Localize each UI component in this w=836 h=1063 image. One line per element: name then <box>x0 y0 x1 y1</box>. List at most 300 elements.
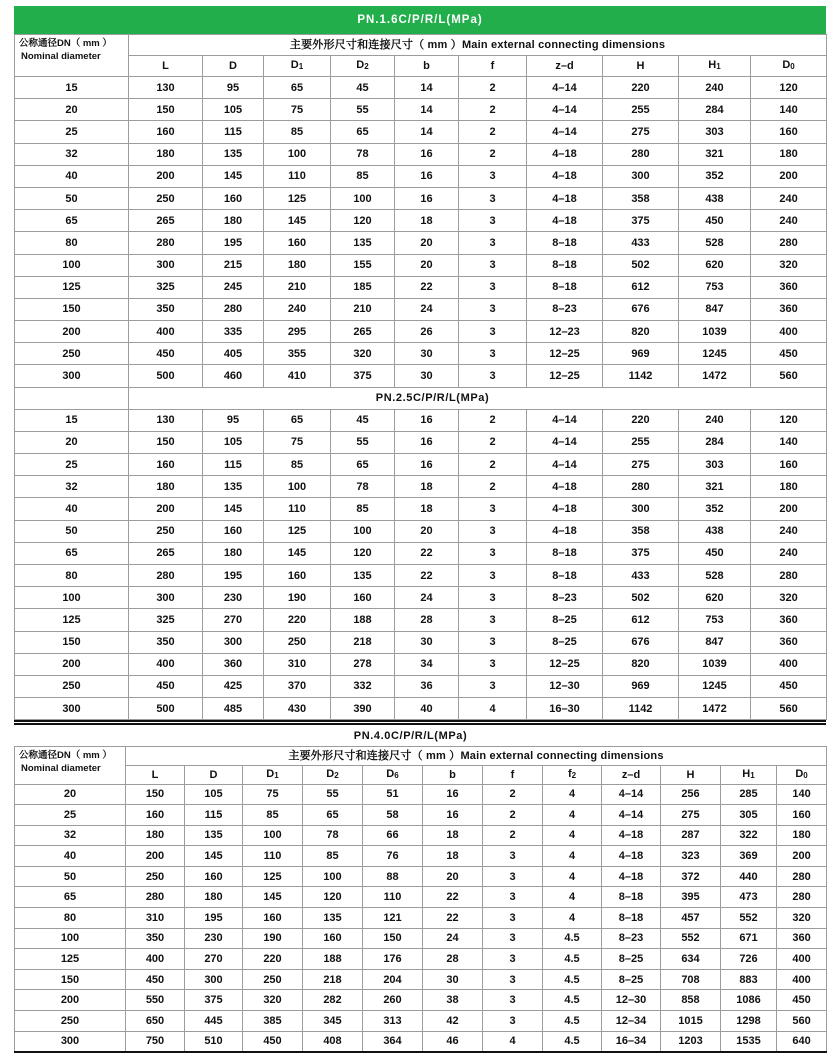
table-cell: 160 <box>751 454 827 476</box>
table-cell: 120 <box>303 887 363 908</box>
table-cell: 2 <box>483 784 543 805</box>
column-header-h <box>603 56 679 77</box>
table-cell: 450 <box>679 210 751 232</box>
nominal-diameter-cell: 80 <box>15 564 129 586</box>
table-cell: 240 <box>751 542 827 564</box>
column-header-l <box>129 56 203 77</box>
table-cell: 275 <box>603 121 679 143</box>
nominal-diameter-cell: 250 <box>15 675 129 697</box>
table-cell: 38 <box>423 990 483 1011</box>
table-cell: 528 <box>679 232 751 254</box>
table-row <box>15 276 827 298</box>
column-header-subscript: 1 <box>298 62 304 71</box>
table-cell: 1086 <box>721 990 777 1011</box>
table-cell: 218 <box>331 631 395 653</box>
table-cell: 110 <box>264 498 331 520</box>
table-cell: 8–25 <box>602 969 661 990</box>
table-cell: 8–18 <box>527 564 603 586</box>
table-cell: 28 <box>423 949 483 970</box>
table-row <box>15 99 827 121</box>
table-row <box>15 498 827 520</box>
table-cell: 375 <box>185 990 243 1011</box>
nominal-diameter-cell: 65 <box>15 542 129 564</box>
table-cell: 65 <box>303 805 363 826</box>
section-divider <box>14 720 826 725</box>
pn40-rows <box>15 784 827 1052</box>
table-row <box>15 928 827 949</box>
table-cell: 30 <box>395 365 459 387</box>
table-cell: 360 <box>751 276 827 298</box>
table-cell: 85 <box>303 846 363 867</box>
column-header-label: b <box>449 768 456 781</box>
table-cell: 34 <box>395 653 459 675</box>
table-cell: 180 <box>203 210 264 232</box>
table-row <box>15 165 827 187</box>
table-cell: 450 <box>129 675 203 697</box>
table-cell: 12–25 <box>527 343 603 365</box>
table-row <box>15 825 827 846</box>
table-row <box>15 254 827 276</box>
table-cell: 240 <box>679 409 751 431</box>
table-row <box>15 675 827 697</box>
table-cell: 634 <box>661 949 721 970</box>
table-cell: 18 <box>395 210 459 232</box>
table-cell: 280 <box>126 887 185 908</box>
column-header-subscript: 6 <box>394 770 399 780</box>
table-cell: 3 <box>459 321 527 343</box>
nominal-diameter-cell: 100 <box>15 587 129 609</box>
table-cell: 105 <box>203 431 264 453</box>
table-cell: 120 <box>751 77 827 99</box>
table-cell: 320 <box>751 587 827 609</box>
table-cell: 140 <box>777 784 827 805</box>
table-cell: 265 <box>129 210 203 232</box>
table-cell: 450 <box>751 675 827 697</box>
table-cell: 180 <box>185 887 243 908</box>
table-cell: 4–18 <box>602 846 661 867</box>
table-cell: 18 <box>395 476 459 498</box>
table-cell: 88 <box>363 866 423 887</box>
table-cell: 200 <box>777 846 827 867</box>
nominal-diameter-cell: 300 <box>15 1031 126 1052</box>
table-cell: 3 <box>459 232 527 254</box>
table-cell: 55 <box>331 99 395 121</box>
table-cell: 20 <box>395 254 459 276</box>
table-cell: 560 <box>751 365 827 387</box>
table-cell: 1245 <box>679 343 751 365</box>
table-cell: 210 <box>331 298 395 320</box>
pn16-title-bar: PN.1.6C/P/R/L(MPa) <box>14 6 826 34</box>
table-cell: 16–34 <box>602 1031 661 1052</box>
table-cell: 180 <box>129 476 203 498</box>
table-cell: 4.5 <box>543 949 602 970</box>
table-cell: 18 <box>423 825 483 846</box>
table-cell: 280 <box>603 143 679 165</box>
table-cell: 408 <box>303 1031 363 1052</box>
table-cell: 753 <box>679 609 751 631</box>
table-cell: 180 <box>777 825 827 846</box>
table-cell: 12–23 <box>527 321 603 343</box>
table-cell: 55 <box>331 431 395 453</box>
column-header-label: D <box>229 60 237 72</box>
table-cell: 612 <box>603 276 679 298</box>
table-cell: 320 <box>777 908 827 929</box>
nominal-diameter-cell: 32 <box>15 143 129 165</box>
table-cell: 110 <box>264 165 331 187</box>
table-cell: 400 <box>126 949 185 970</box>
table-cell: 3 <box>483 908 543 929</box>
table-cell: 22 <box>395 276 459 298</box>
nominal-diameter-cell: 25 <box>15 454 129 476</box>
table-cell: 240 <box>751 210 827 232</box>
table-cell: 95 <box>203 77 264 99</box>
table-cell: 400 <box>751 653 827 675</box>
nominal-diameter-cell: 250 <box>15 343 129 365</box>
nominal-diameter-cell: 150 <box>15 298 129 320</box>
column-header-h1 <box>721 765 777 784</box>
table-cell: 450 <box>129 343 203 365</box>
table-row <box>15 609 827 631</box>
table-cell: 4–14 <box>602 784 661 805</box>
table-cell: 95 <box>203 409 264 431</box>
table-cell: 4.5 <box>543 1031 602 1052</box>
main-dimensions-header: 主要外形尺寸和连接尺寸（ mm ）Main external connecting dimensions <box>129 35 827 56</box>
table-cell: 372 <box>661 866 721 887</box>
nominal-diameter-cell: 100 <box>15 254 129 276</box>
table-cell: 200 <box>126 846 185 867</box>
table-cell: 310 <box>264 653 331 675</box>
table-cell: 753 <box>679 276 751 298</box>
nominal-diameter-cell: 40 <box>15 498 129 520</box>
nominal-diameter-cell: 50 <box>15 520 129 542</box>
table-cell: 355 <box>264 343 331 365</box>
table-cell: 135 <box>331 232 395 254</box>
table-cell: 385 <box>243 1011 303 1032</box>
column-header-label: D <box>795 767 804 780</box>
table-cell: 16 <box>395 431 459 453</box>
nominal-diameter-cell: 200 <box>15 321 129 343</box>
table-cell: 100 <box>331 520 395 542</box>
table-cell: 8–25 <box>527 609 603 631</box>
nominal-diameter-cell: 200 <box>15 990 126 1011</box>
table-cell: 969 <box>603 343 679 365</box>
table-cell: 3 <box>459 520 527 542</box>
table-cell: 45 <box>331 409 395 431</box>
table-cell: 1203 <box>661 1031 721 1052</box>
table-cell: 352 <box>679 498 751 520</box>
table-cell: 16–30 <box>527 698 603 720</box>
table-cell: 360 <box>777 928 827 949</box>
table-cell: 110 <box>243 846 303 867</box>
table-cell: 150 <box>363 928 423 949</box>
table-cell: 2 <box>459 121 527 143</box>
table-cell: 75 <box>264 99 331 121</box>
table-cell: 280 <box>129 564 203 586</box>
table-cell: 2 <box>483 805 543 826</box>
table-cell: 78 <box>303 825 363 846</box>
table-cell: 358 <box>603 520 679 542</box>
table-cell: 24 <box>395 587 459 609</box>
table-cell: 160 <box>185 866 243 887</box>
table-cell: 345 <box>303 1011 363 1032</box>
table-cell: 284 <box>679 99 751 121</box>
table-cell: 65 <box>331 121 395 143</box>
table-cell: 8–18 <box>527 542 603 564</box>
table-row <box>15 210 827 232</box>
table-cell: 120 <box>751 409 827 431</box>
table-cell: 55 <box>303 784 363 805</box>
table-cell: 510 <box>185 1031 243 1052</box>
table-cell: 858 <box>661 990 721 1011</box>
nominal-diameter-cell: 15 <box>15 77 129 99</box>
table-cell: 125 <box>264 187 331 209</box>
nominal-diameter-header <box>15 35 129 77</box>
column-header-label: L <box>162 60 169 72</box>
table-cell: 360 <box>203 653 264 675</box>
table-cell: 450 <box>777 990 827 1011</box>
table-cell: 285 <box>721 784 777 805</box>
table-cell: 3 <box>459 564 527 586</box>
table-row <box>15 846 827 867</box>
pn40-dimension-table <box>14 726 827 1053</box>
table-cell: 255 <box>603 99 679 121</box>
table-cell: 4–14 <box>527 431 603 453</box>
table-cell: 125 <box>264 520 331 542</box>
table-header-row <box>15 35 827 56</box>
table-cell: 445 <box>185 1011 243 1032</box>
table-cell: 2 <box>459 431 527 453</box>
table-cell: 400 <box>751 321 827 343</box>
nominal-diameter-cell: 250 <box>15 1011 126 1032</box>
table-cell: 303 <box>679 121 751 143</box>
table-cell: 1245 <box>679 675 751 697</box>
table-cell: 160 <box>243 908 303 929</box>
table-cell: 65 <box>264 77 331 99</box>
column-header-f <box>483 765 543 784</box>
table-cell: 200 <box>129 165 203 187</box>
pn25-title-row <box>15 387 827 409</box>
table-cell: 323 <box>661 846 721 867</box>
table-cell: 65 <box>264 409 331 431</box>
table-row <box>15 321 827 343</box>
table-cell: 8–18 <box>602 908 661 929</box>
table-cell: 85 <box>331 165 395 187</box>
column-header-f2 <box>543 765 602 784</box>
table-row <box>15 343 827 365</box>
table-cell: 280 <box>751 564 827 586</box>
table-cell: 671 <box>721 928 777 949</box>
table-row <box>15 969 827 990</box>
table-cell: 325 <box>129 276 203 298</box>
table-cell: 3 <box>459 609 527 631</box>
table-cell: 105 <box>185 784 243 805</box>
nominal-diameter-cell: 125 <box>15 949 126 970</box>
table-cell: 3 <box>483 990 543 1011</box>
table-row <box>15 409 827 431</box>
table-cell: 3 <box>483 1011 543 1032</box>
table-cell: 430 <box>264 698 331 720</box>
column-header-label: H <box>708 59 717 71</box>
table-cell: 121 <box>363 908 423 929</box>
column-header-d <box>185 765 243 784</box>
table-cell: 433 <box>603 232 679 254</box>
table-row <box>15 431 827 453</box>
table-cell: 240 <box>751 187 827 209</box>
nominal-diameter-cell: 300 <box>15 365 129 387</box>
table-row <box>15 887 827 908</box>
table-cell: 303 <box>679 454 751 476</box>
table-cell: 150 <box>129 431 203 453</box>
table-cell: 240 <box>679 77 751 99</box>
table-cell: 3 <box>459 165 527 187</box>
table-cell: 100 <box>303 866 363 887</box>
table-row <box>15 1031 827 1052</box>
table-cell: 3 <box>459 187 527 209</box>
table-cell: 4 <box>459 698 527 720</box>
table-cell: 145 <box>203 165 264 187</box>
column-header-d1 <box>264 56 331 77</box>
table-cell: 130 <box>129 77 203 99</box>
nominal-diameter-label-cn: 公称通径DN（ mm ） <box>19 749 112 761</box>
table-cell: 400 <box>129 653 203 675</box>
table-cell: 847 <box>679 298 751 320</box>
table-row <box>15 698 827 720</box>
table-cell: 160 <box>203 187 264 209</box>
table-cell: 4 <box>483 1031 543 1052</box>
nominal-diameter-cell: 65 <box>15 887 126 908</box>
table-cell: 145 <box>203 498 264 520</box>
table-cell: 210 <box>264 276 331 298</box>
table-cell: 8–23 <box>602 928 661 949</box>
table-cell: 78 <box>331 476 395 498</box>
table-cell: 325 <box>129 609 203 631</box>
table-cell: 240 <box>264 298 331 320</box>
column-header-subscript: 0 <box>803 770 808 780</box>
table-cell: 3 <box>459 542 527 564</box>
table-cell: 160 <box>303 928 363 949</box>
table-cell: 847 <box>679 631 751 653</box>
table-cell: 16 <box>395 165 459 187</box>
table-cell: 352 <box>679 165 751 187</box>
table-cell: 295 <box>264 321 331 343</box>
table-cell: 320 <box>243 990 303 1011</box>
table-row <box>15 187 827 209</box>
table-row <box>15 121 827 143</box>
table-cell: 450 <box>243 1031 303 1052</box>
table-cell: 2 <box>459 143 527 165</box>
table-cell: 16 <box>395 187 459 209</box>
column-header-row <box>15 56 827 77</box>
column-header-subscript: 2 <box>364 62 369 71</box>
table-cell: 3 <box>483 949 543 970</box>
table-cell: 256 <box>661 784 721 805</box>
nominal-diameter-cell: 32 <box>15 825 126 846</box>
nominal-diameter-cell: 40 <box>15 165 129 187</box>
table-cell: 250 <box>264 631 331 653</box>
table-cell: 215 <box>203 254 264 276</box>
table-cell: 22 <box>423 887 483 908</box>
table-cell: 110 <box>363 887 423 908</box>
table-cell: 188 <box>331 609 395 631</box>
table-cell: 450 <box>126 969 185 990</box>
table-cell: 280 <box>777 866 827 887</box>
column-header-label: D <box>290 59 299 71</box>
table-cell: 115 <box>203 121 264 143</box>
table-cell: 620 <box>679 587 751 609</box>
table-cell: 265 <box>331 321 395 343</box>
column-header-d0 <box>777 765 827 784</box>
table-cell: 18 <box>423 846 483 867</box>
table-cell: 390 <box>331 698 395 720</box>
column-header-subscript: 2 <box>334 770 339 780</box>
table-cell: 280 <box>603 476 679 498</box>
table-cell: 220 <box>603 409 679 431</box>
blank-cell <box>15 387 129 409</box>
table-cell: 188 <box>303 949 363 970</box>
table-row <box>15 143 827 165</box>
table-cell: 240 <box>751 520 827 542</box>
column-header-z-d <box>602 765 661 784</box>
table-cell: 4–14 <box>527 121 603 143</box>
table-cell: 280 <box>777 887 827 908</box>
table-cell: 4.5 <box>543 990 602 1011</box>
table-cell: 12–30 <box>602 990 661 1011</box>
main-dimensions-header: 主要外形尺寸和连接尺寸（ mm ）Main external connecting dimensions <box>126 746 827 765</box>
table-cell: 218 <box>303 969 363 990</box>
column-header-label: D <box>386 767 395 780</box>
pn40-title-row <box>15 726 827 746</box>
table-cell: 1015 <box>661 1011 721 1032</box>
table-cell: 130 <box>129 409 203 431</box>
table-cell: 30 <box>395 343 459 365</box>
table-cell: 220 <box>603 77 679 99</box>
table-cell: 300 <box>203 631 264 653</box>
table-cell: 140 <box>751 431 827 453</box>
table-cell: 310 <box>126 908 185 929</box>
table-cell: 4 <box>543 784 602 805</box>
table-cell: 4–14 <box>527 77 603 99</box>
table-cell: 1535 <box>721 1031 777 1052</box>
table-cell: 4–18 <box>527 187 603 209</box>
column-header-h1 <box>679 56 751 77</box>
table-cell: 12–34 <box>602 1011 661 1032</box>
column-header-d0 <box>751 56 827 77</box>
table-cell: 433 <box>603 564 679 586</box>
table-cell: 195 <box>185 908 243 929</box>
table-cell: 358 <box>603 187 679 209</box>
nominal-diameter-header <box>15 746 126 784</box>
pn16-rows <box>15 77 827 388</box>
table-cell: 3 <box>459 631 527 653</box>
table-cell: 135 <box>203 476 264 498</box>
table-cell: 160 <box>203 520 264 542</box>
table-cell: 220 <box>243 949 303 970</box>
table-cell: 1472 <box>679 365 751 387</box>
table-row <box>15 949 827 970</box>
nominal-diameter-cell: 65 <box>15 210 129 232</box>
table-cell: 100 <box>264 143 331 165</box>
column-header-d2 <box>331 56 395 77</box>
table-cell: 1142 <box>603 698 679 720</box>
table-cell: 265 <box>129 542 203 564</box>
table-row <box>15 805 827 826</box>
table-row <box>15 232 827 254</box>
table-cell: 140 <box>751 99 827 121</box>
table-cell: 250 <box>243 969 303 990</box>
table-cell: 305 <box>721 805 777 826</box>
table-cell: 3 <box>483 866 543 887</box>
table-cell: 360 <box>751 298 827 320</box>
